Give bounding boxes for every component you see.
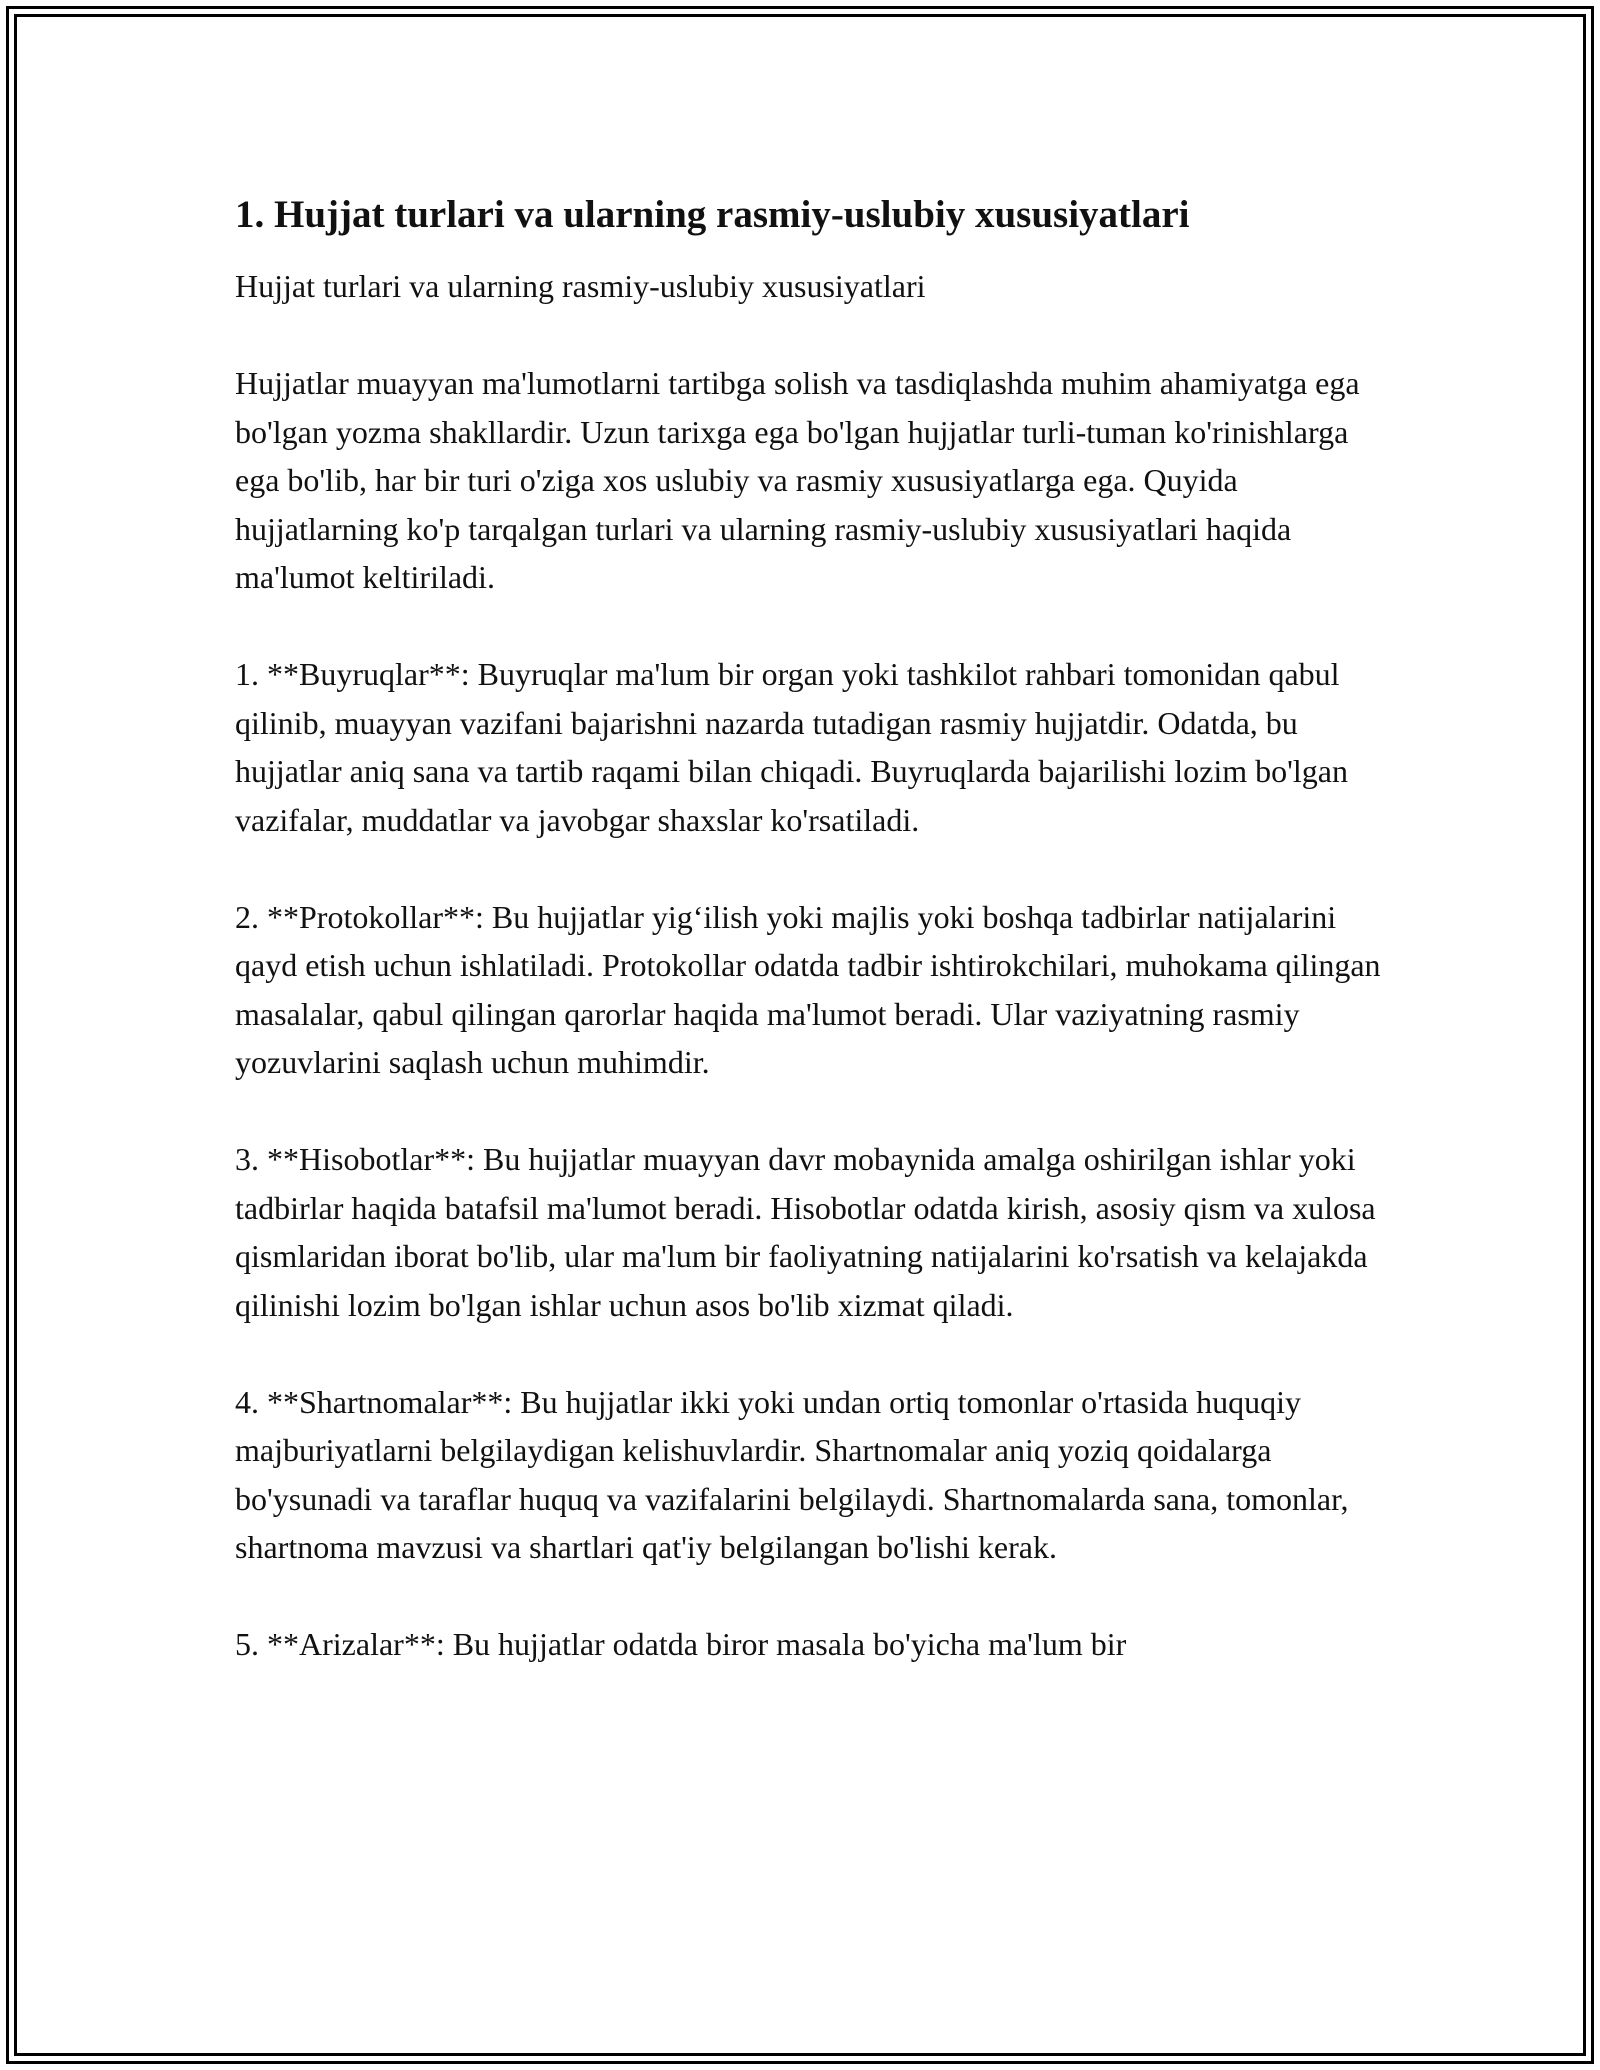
document-title: 1. Hujjat turlari va ularning rasmiy-uslubiy xususiyatlari xyxy=(235,193,1190,236)
intro-paragraph: Hujjatlar muayyan ma'lumotlarni tartibga solish va tasdiqlashda muhim ahamiyatga ega bo'lgan yozma shakllardir. Uzun tarixga ega bo'lgan hujjatlar turli-tuman ko'rinishlarga ega bo'lib, har bir turi o'ziga xos uslubiy va rasmiy xususiyatlarga ega. Quyida hujjatlarning ko'p tarqalgan turlari va ularning rasmiy-uslubiy xususiyatlari haqida ma'lumot keltiriladi. xyxy=(235,365,1360,595)
document-body xyxy=(235,188,1385,1669)
section-hisobotlar: 3. **Hisobotlar**: Bu hujjatlar muayyan davr mobaynida amalga oshirilgan ishlar yoki tadbirlar haqida batafsil ma'lumot beradi. Hisobotlar odatda kirish, asosiy qism va xulosa qismlaridan iborat bo'lib, ular ma'lum bir faoliyatning natijalarini ko'rsatish va kelajakda qilinishi lozim bo'lgan ishlar uchun asos bo'lib xizmat qiladi. xyxy=(235,1141,1376,1323)
section-buyruqlar: 1. **Buyruqlar**: Buyruqlar ma'lum bir organ yoki tashkilot rahbari tomonidan qabul qilinib, muayyan vazifani bajarishni nazarda tutadigan rasmiy hujjatdir. Odatda, bu hujjatlar aniq sana va tartib raqami bilan chiqadi. Buyruqlarda bajarilishi lozim bo'lgan vazifalar, muddatlar va javobgar shaxslar ko'rsatiladi. xyxy=(235,656,1348,838)
document-subtitle: Hujjat turlari va ularning rasmiy-uslubiy xususiyatlari xyxy=(235,268,926,304)
section-protokollar: 2. **Protokollar**: Bu hujjatlar yig‘ilish yoki majlis yoki boshqa tadbirlar natijalarini qayd etish uchun ishlatiladi. Protokollar odatda tadbir ishtirokchilari, muhokama qilingan masalalar, qabul qilingan qarorlar haqida ma'lumot beradi. Ular vaziyatning rasmiy yozuvlarini saqlash uchun muhimdir. xyxy=(235,898,1381,1080)
section-shartnomalar: 4. **Shartnomalar**: Bu hujjatlar ikki yoki undan ortiq tomonlar o'rtasida huquqiy majburiyatlarni belgilaydigan kelishuvlardir. Shartnomalar aniq yoziq qoidalarga bo'ysunadi va taraflar huquq va vazifalarini belgilaydi. Shartnomalarda sana, tomonlar, shartnoma mavzusi va shartlari qat'iy belgilangan bo'lishi kerak. xyxy=(235,1383,1349,1565)
section-arizalar: 5. **Arizalar**: Bu hujjatlar odatda biror masala bo'yicha ma'lum bir xyxy=(235,1626,1127,1662)
